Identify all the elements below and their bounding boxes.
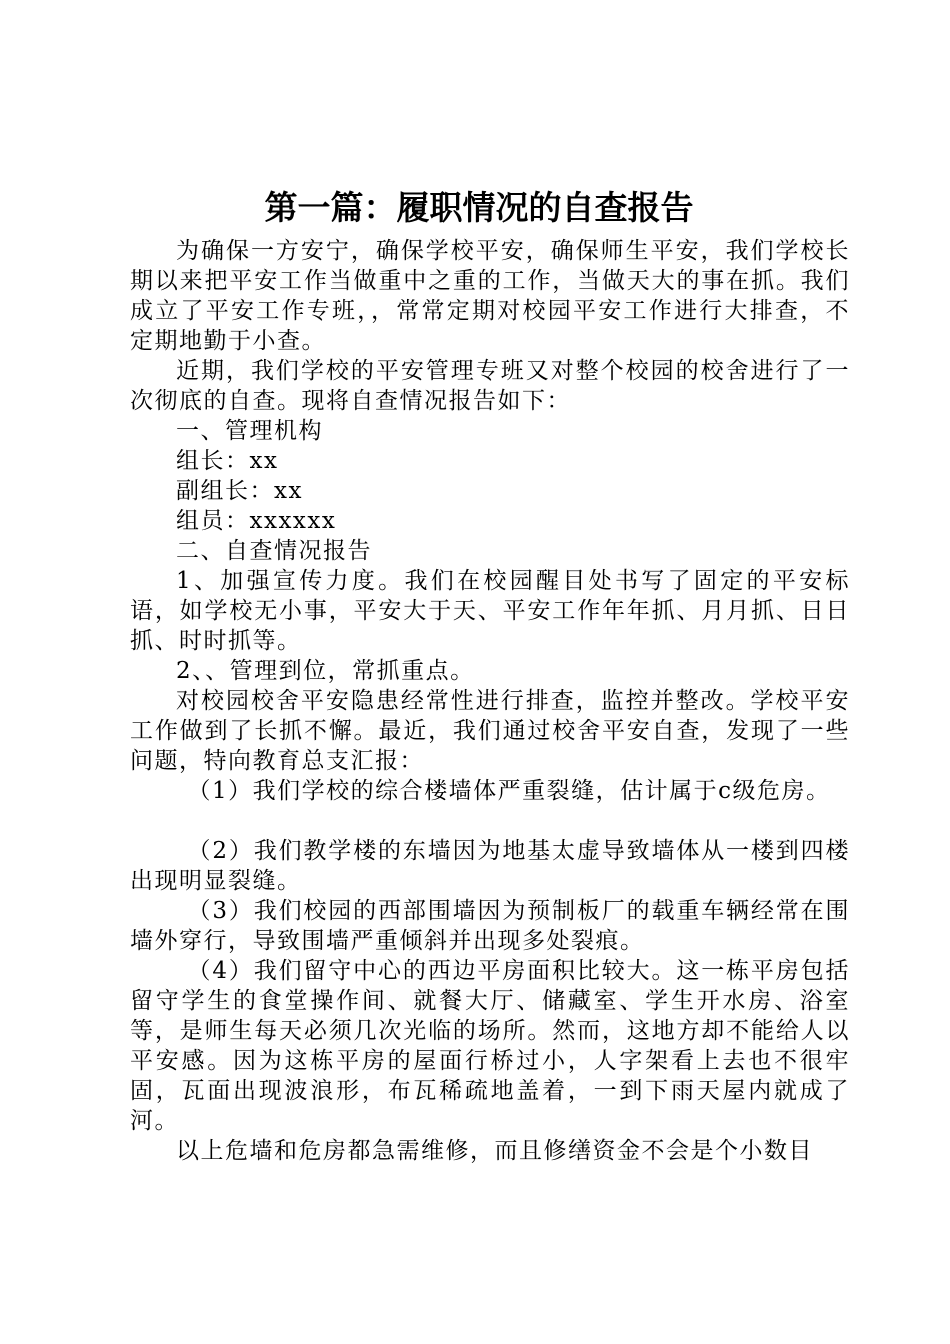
item-management: 2、、管理到位，常抓重点。	[176, 658, 475, 684]
document-body	[130, 236, 850, 1166]
paragraph-recent-check: 近期，我们学校的平安管理专班又对整个校园的校舍进行了一次彻底的自查。现将自查情况报告如下：	[130, 358, 850, 414]
issue-item-4: （4）我们留守中心的西边平房面积比较大。这一栋平房包括留守学生的食堂操作间、就餐大厅、储藏室、学生开水房、浴室等，是师生每天必须几次光临的场所。然而，这地方却不能给人以平安感。因为这栋平房的屋面行桥过小，人字架看上去也不很牢固，瓦面出现波浪形，布瓦稀疏地盖着，一到下雨天屋内就成了河。	[130, 958, 850, 1134]
deputy-leader-line: 副组长：xx	[176, 478, 303, 504]
document-title: 第一篇：履职情况的自查报告	[264, 188, 694, 227]
team-members-line: 组员：xxxxxx	[176, 508, 337, 534]
issue-item-3: （3）我们校园的西部围墙因为预制板厂的载重车辆经常在围墙外穿行，导致围墙严重倾斜并出现多处裂痕。	[130, 898, 850, 954]
paragraph-intro: 为确保一方安宁，确保学校平安，确保师生平安，我们学校长期以来把平安工作当做重中之重的工作，当做天大的事在抓。我们成立了平安工作专班，，常常定期对校园平安工作进行大排查，不定期地勤于小查。	[130, 238, 850, 354]
section-heading-management: 一、管理机构	[176, 418, 323, 444]
team-leader-line: 组长：xx	[176, 448, 279, 474]
paragraph-inspection: 对校园校舍平安隐患经常性进行排查，监控并整改。学校平安工作做到了长抓不懈。最近，我们通过校舍平安自查，发现了一些问题，特向教育总支汇报：	[130, 688, 850, 774]
paragraph-conclusion: 以上危墙和危房都急需维修，而且修缮资金不会是个小数目	[176, 1138, 813, 1164]
issue-item-2: （2）我们教学楼的东墙因为地基太虚导致墙体从一楼到四楼出现明显裂缝。	[130, 838, 850, 894]
section-heading-report: 二、自查情况报告	[176, 538, 372, 564]
item-publicity: 1、加强宣传力度。我们在校园醒目处书写了固定的平安标语，如学校无小事，平安大于天、平安工作年年抓、月月抓、日日抓、时时抓等。	[130, 568, 850, 654]
issue-item-1: （1）我们学校的综合楼墙体严重裂缝，估计属于c级危房。	[187, 778, 831, 804]
